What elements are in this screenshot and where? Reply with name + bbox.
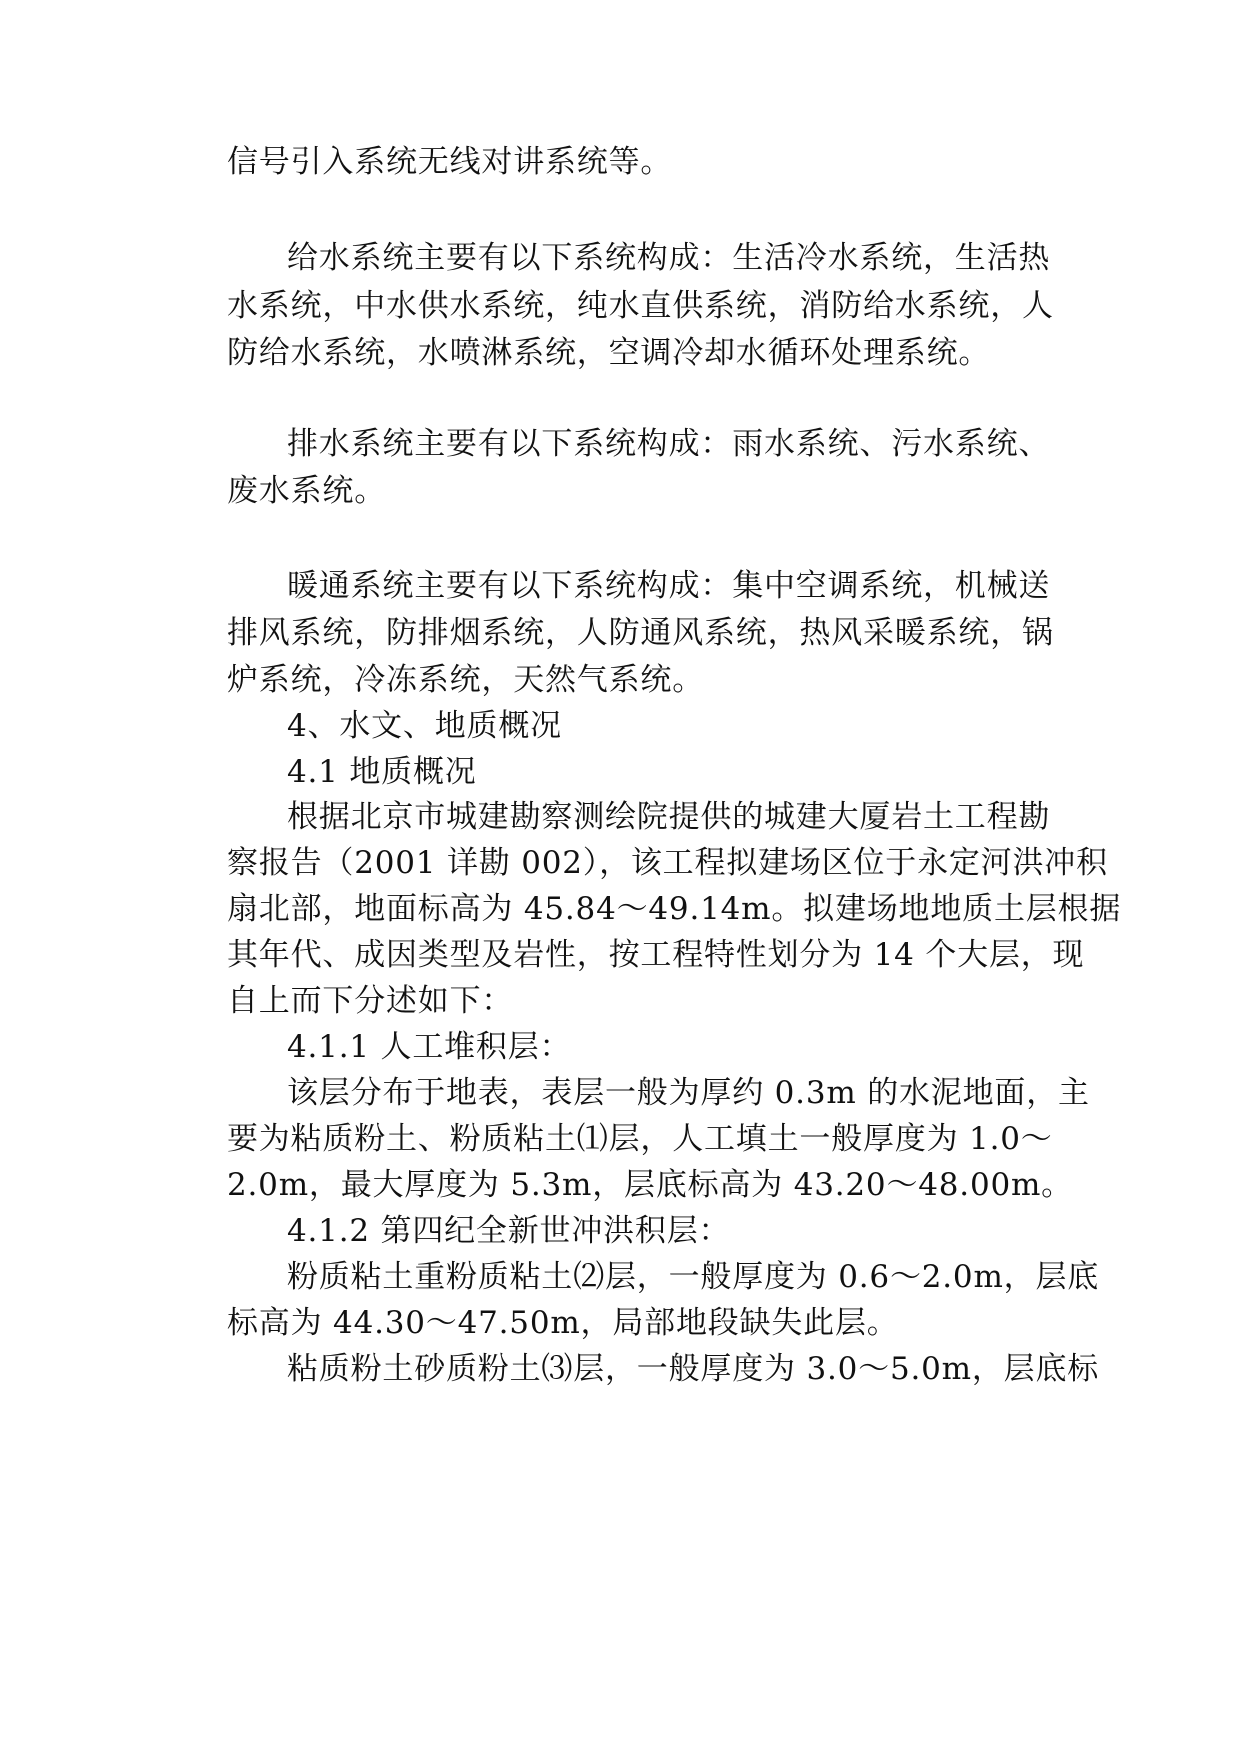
text-line: 察报告（2001 详勘 002），该工程拟建场区位于永定河洪冲积 [227, 845, 1108, 881]
text-line: 自上而下分述如下： [227, 983, 514, 1019]
text-line: 扇北部，地面标高为 45.84～49.14m。拟建场地地质土层根据 [227, 891, 1122, 927]
paragraph-line: 该层分布于地表，表层一般为厚约 0.3m 的水泥地面，主 [287, 1075, 1090, 1111]
paragraph-line: 根据北京市城建勘察测绘院提供的城建大厦岩土工程勘 [287, 799, 1051, 835]
paragraph-line: 给水系统主要有以下系统构成：生活冷水系统，生活热 [287, 240, 1051, 276]
subsection-heading: 4.1 地质概况 [287, 754, 477, 790]
text-line: 水系统，中水供水系统，纯水直供系统，消防给水系统，人 [227, 288, 1054, 324]
text-line: 信号引入系统无线对讲系统等。 [227, 144, 673, 180]
paragraph-line: 粉质粘土重粉质粘土⑵层，一般厚度为 0.6～2.0m，层底 [287, 1259, 1100, 1295]
text-line: 炉系统，冷冻系统，天然气系统。 [227, 662, 704, 698]
text-line: 废水系统。 [227, 473, 386, 509]
text-line: 2.0m，最大厚度为 5.3m，层底标高为 43.20～48.00m。 [227, 1167, 1073, 1203]
paragraph-line: 排水系统主要有以下系统构成：雨水系统、污水系统、 [287, 426, 1051, 462]
subsection-heading: 4.1.1 人工堆积层： [287, 1029, 572, 1065]
text-line: 要为粘质粉土、粉质粘土⑴层，人工填土一般厚度为 1.0～ [227, 1121, 1053, 1157]
paragraph-line: 暖通系统主要有以下系统构成：集中空调系统，机械送 [287, 568, 1051, 604]
text-line: 其年代、成因类型及岩性，按工程特性划分为 14 个大层，现 [227, 937, 1085, 973]
subsection-heading: 4.1.2 第四纪全新世冲洪积层： [287, 1213, 731, 1249]
paragraph-line: 粘质粉土砂质粉土⑶层，一般厚度为 3.0～5.0m，层底标 [287, 1351, 1100, 1387]
section-heading: 4、水文、地质概况 [287, 708, 562, 744]
text-line: 防给水系统，水喷淋系统，空调冷却水循环处理系统。 [227, 335, 991, 371]
text-line: 标高为 44.30～47.50m，局部地段缺失此层。 [227, 1305, 899, 1341]
text-line: 排风系统，防排烟系统，人防通风系统，热风采暖系统，锅 [227, 615, 1054, 651]
